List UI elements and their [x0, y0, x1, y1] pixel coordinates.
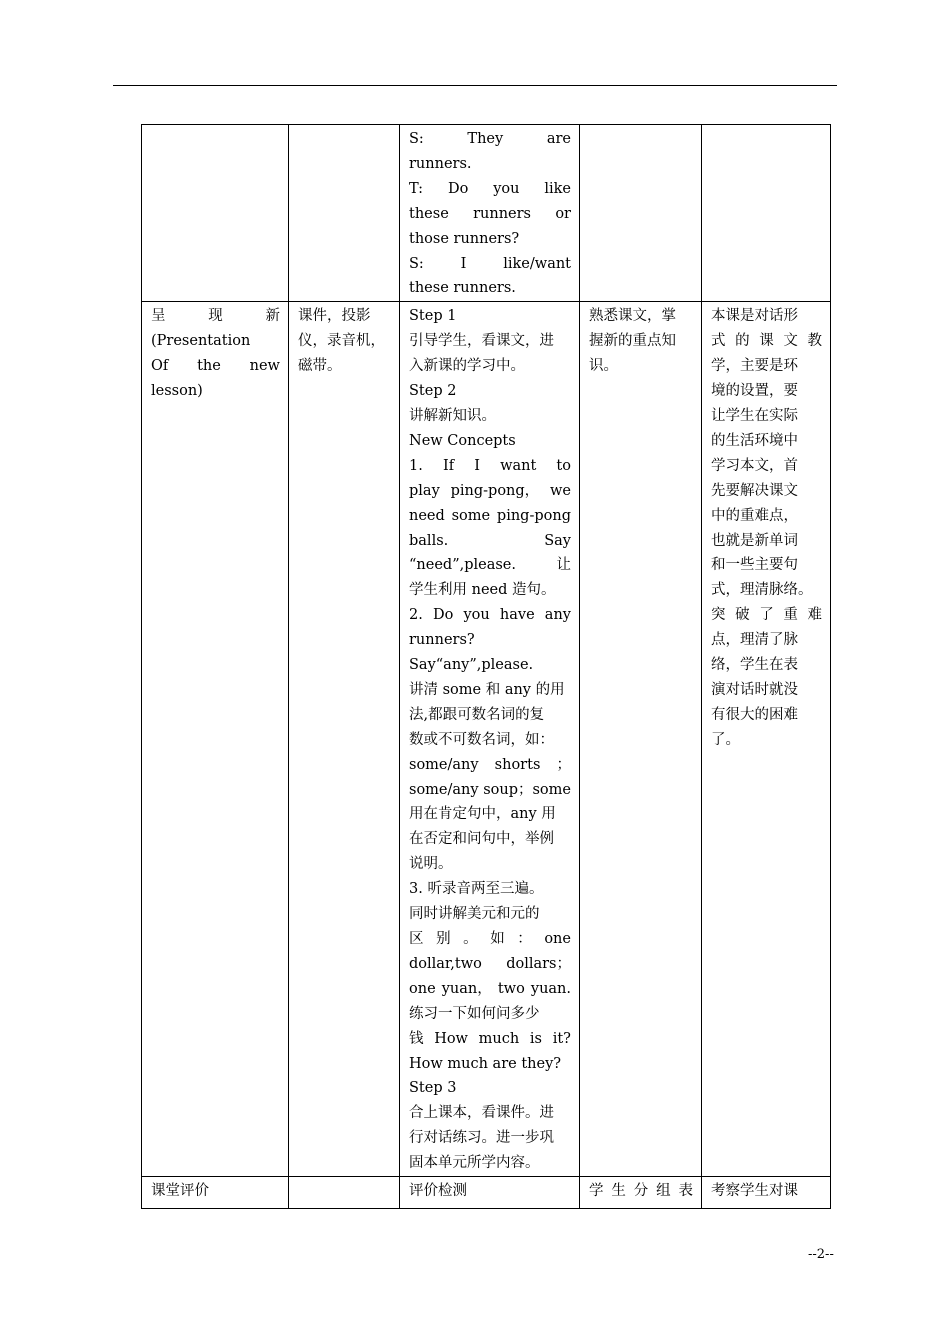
- line-token: 分: [633, 1183, 649, 1200]
- cell-line: 讲清 some 和 any 的用: [409, 681, 565, 698]
- line-token: the: [197, 358, 221, 375]
- cell-line: 学习本文，首: [711, 457, 798, 474]
- cell-line: 演对话时就没: [711, 681, 798, 698]
- line-token: like: [544, 180, 571, 197]
- cell-line: [409, 252, 571, 277]
- cell-line: [409, 1027, 571, 1052]
- cell-line: 练习一下如何问多少: [409, 1005, 540, 1022]
- line-token: soup；some: [483, 781, 571, 798]
- line-token: shorts: [494, 756, 541, 773]
- cell-line: [711, 329, 822, 354]
- line-token: 别: [436, 931, 451, 947]
- cell-line: 握新的重点知: [589, 333, 676, 350]
- line-token: ping-pong: [496, 507, 571, 524]
- cell-line: 磁带。: [298, 358, 342, 375]
- line-token: I: [460, 255, 467, 272]
- cell-line: 合上课本，看课件。进: [409, 1105, 554, 1122]
- line-token: They: [467, 131, 504, 147]
- line-token: much: [478, 1030, 520, 1047]
- cell-line: [711, 603, 822, 628]
- line-token: 如: [490, 931, 505, 947]
- cell-line: 考察学生对课: [711, 1183, 798, 1200]
- cell-line: [409, 504, 571, 529]
- line-token: some/any: [409, 781, 479, 798]
- cell-stage: [142, 125, 289, 302]
- line-token: Do: [447, 180, 469, 197]
- cell-stage: [142, 1177, 289, 1209]
- header-rule: [113, 85, 837, 86]
- line-token: “need”,please.: [409, 557, 516, 574]
- line-token: yuan，: [441, 980, 492, 997]
- line-token: play: [409, 482, 440, 499]
- cell-line: 课堂评价: [151, 1183, 209, 1200]
- cell-notes: [702, 125, 831, 302]
- line-token: we: [550, 482, 571, 499]
- line-token: it?: [552, 1030, 571, 1047]
- line-token: one: [409, 980, 436, 997]
- line-token: or: [555, 205, 571, 222]
- line-token: like/want: [503, 255, 571, 272]
- cell-line: Say“any”,please.: [409, 657, 534, 674]
- line-token: two: [497, 980, 525, 997]
- line-token: 难: [807, 607, 822, 624]
- line-token: you: [463, 607, 490, 624]
- cell-line: 中的重难点，: [711, 507, 798, 524]
- cell-line: 讲解新知识。: [409, 407, 496, 424]
- line-token: 文: [783, 333, 798, 350]
- line-token: 重: [783, 607, 798, 624]
- line-token: runners: [473, 205, 531, 222]
- line-token: 学: [589, 1183, 604, 1200]
- cell-line: 的生活环境中: [711, 432, 798, 449]
- cell-line: 先要解决课文: [711, 482, 798, 499]
- line-token: some/any: [409, 756, 479, 773]
- cell-stage: [142, 302, 289, 1177]
- line-token: balls.: [409, 532, 449, 549]
- line-token: Say: [544, 532, 571, 549]
- cell-line: [151, 304, 280, 329]
- cell-line: 有很大的困难: [711, 706, 798, 723]
- line-token: S:: [409, 131, 424, 147]
- line-token: How: [434, 1030, 468, 1047]
- cell-line: [409, 553, 571, 578]
- cell-line: 评价检测: [409, 1183, 467, 1200]
- line-token: want: [500, 457, 537, 474]
- line-token: I: [474, 457, 480, 474]
- line-token: you: [493, 180, 520, 197]
- cell-notes: [702, 302, 831, 1177]
- cell-line: 学生利用 need 造句。: [409, 582, 556, 599]
- cell-line: 法,都跟可数名词的复: [409, 706, 545, 723]
- cell-line: 式，理清脉络。: [711, 582, 813, 599]
- table-row-presentation-row: [142, 302, 831, 1177]
- line-token: one: [544, 931, 571, 947]
- cell-line: [409, 603, 571, 628]
- cell-line: runners.: [409, 155, 472, 172]
- line-token: 让: [556, 557, 571, 574]
- cell-line: 识。: [589, 358, 618, 375]
- page-number: --2--: [808, 1247, 834, 1262]
- cell-line: 熟悉课文，掌: [589, 308, 676, 325]
- cell-line: 固本单元所学内容。: [409, 1155, 540, 1172]
- cell-line: [409, 529, 571, 554]
- cell-line: [409, 753, 571, 778]
- line-token: to: [556, 457, 571, 474]
- cell-line: 同时讲解美元和元的: [409, 906, 540, 923]
- cell-line: [409, 952, 571, 977]
- cell-line: 了。: [711, 731, 740, 748]
- cell-line: [409, 202, 571, 227]
- line-token: ；: [556, 756, 571, 773]
- cell-objective: [580, 1177, 702, 1209]
- line-token: 现: [208, 308, 223, 325]
- cell-line: these runners.: [409, 280, 516, 297]
- line-token: 钱: [409, 1030, 424, 1047]
- cell-line: [151, 354, 280, 379]
- cell-line: 行对话练习。进一步巩: [409, 1130, 554, 1147]
- cell-line: 络，学生在表: [711, 657, 798, 674]
- line-token: dollar,two: [409, 955, 482, 972]
- line-token: new: [249, 358, 280, 375]
- line-token: yuan.: [530, 980, 571, 997]
- cell-line: 也就是新单词: [711, 532, 798, 549]
- cell-objective: [580, 302, 702, 1177]
- cell-line: [409, 977, 571, 1002]
- line-token: 2.: [409, 607, 423, 624]
- line-token: 教: [807, 333, 822, 350]
- cell-line: [409, 927, 571, 952]
- cell-line: 用在肯定句中，any 用: [409, 806, 556, 823]
- cell-line: [409, 177, 571, 202]
- line-token: are: [546, 131, 571, 147]
- cell-media: [289, 1177, 400, 1209]
- line-token: these: [409, 205, 449, 222]
- cell-line: 课件，投影: [298, 308, 371, 325]
- line-token: 式: [711, 333, 726, 350]
- line-token: ：: [517, 931, 532, 947]
- cell-objective: [580, 125, 702, 302]
- cell-line: 说明。: [409, 856, 453, 873]
- line-token: 。: [463, 931, 478, 947]
- cell-notes: [702, 1177, 831, 1209]
- line-token: 了: [759, 607, 774, 624]
- cell-line: [589, 1179, 693, 1204]
- table-row-continued-dialogue-row: [142, 125, 831, 302]
- cell-teaching-process: [400, 302, 580, 1177]
- cell-line: 学，主要是环: [711, 358, 798, 375]
- cell-line: 点，理清了脉: [711, 632, 798, 649]
- cell-line: 数或不可数名词，如：: [409, 731, 554, 748]
- cell-line: [409, 454, 571, 479]
- table-row-evaluation-row: [142, 1177, 831, 1209]
- line-token: S:: [409, 255, 424, 272]
- line-token: Do: [432, 607, 454, 624]
- line-token: 组: [656, 1183, 671, 1200]
- cell-line: [409, 778, 571, 803]
- cell-line: Step 1: [409, 308, 457, 325]
- cell-line: 让学生在实际: [711, 407, 798, 424]
- line-token: T:: [409, 180, 424, 197]
- line-token: 表: [678, 1183, 693, 1200]
- line-token: 的: [735, 333, 750, 350]
- line-token: 生: [611, 1183, 626, 1200]
- line-token: have: [499, 607, 535, 624]
- line-token: 突: [711, 607, 726, 624]
- cell-line: runners?: [409, 632, 475, 649]
- line-token: 1.: [409, 457, 423, 474]
- cell-media: [289, 125, 400, 302]
- cell-media: [289, 302, 400, 1177]
- cell-line: lesson): [151, 383, 203, 400]
- cell-line: How much are they?: [409, 1055, 562, 1072]
- line-token: 区: [409, 931, 424, 947]
- cell-line: [409, 479, 571, 504]
- cell-line: 仪，录音机，: [298, 333, 385, 350]
- cell-line: 入新课的学习中。: [409, 358, 525, 375]
- cell-teaching-process: [400, 1177, 580, 1209]
- cell-line: Step 3: [409, 1080, 457, 1097]
- cell-line: 3. 听录音两至三遍。: [409, 881, 544, 898]
- line-token: 课: [759, 333, 774, 350]
- line-token: 新: [265, 308, 280, 325]
- line-token: 呈: [151, 308, 166, 325]
- cell-line: [409, 127, 571, 152]
- cell-line: Step 2: [409, 383, 457, 400]
- line-token: dollars；: [506, 955, 571, 972]
- line-token: any: [544, 607, 571, 624]
- line-token: some: [451, 507, 491, 524]
- line-token: 破: [735, 607, 750, 624]
- line-token: Of: [151, 358, 169, 375]
- cell-line: 引导学生，看课文，进: [409, 333, 554, 350]
- cell-teaching-process: [400, 125, 580, 302]
- cell-line: 本课是对话形: [711, 308, 798, 325]
- cell-line: those runners?: [409, 230, 520, 247]
- cell-line: 在否定和问句中，举例: [409, 831, 554, 848]
- line-token: is: [529, 1030, 543, 1047]
- cell-line: 和一些主要句: [711, 557, 798, 574]
- cell-line: New Concepts: [409, 432, 516, 449]
- line-token: need: [409, 507, 445, 524]
- line-token: ping-pong，: [450, 482, 540, 499]
- line-token: If: [442, 457, 455, 474]
- lesson-plan-table: [141, 124, 831, 1209]
- cell-line: 境的设置，要: [711, 383, 798, 400]
- cell-line: (Presentation: [151, 333, 251, 350]
